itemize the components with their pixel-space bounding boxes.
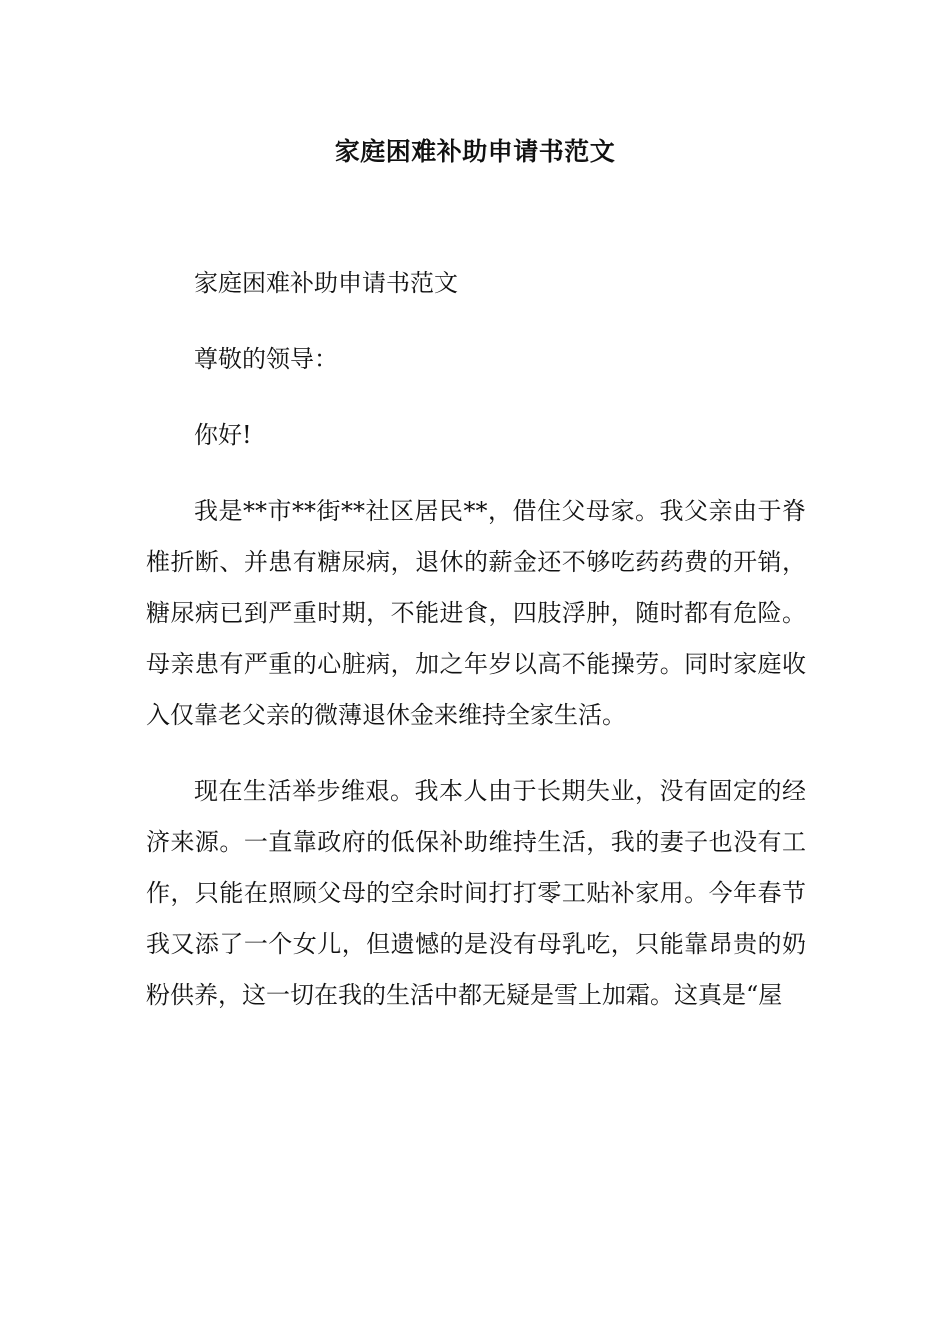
paragraph-heading: 家庭困难补助申请书范文 [194, 269, 458, 297]
document-body [146, 258, 806, 1046]
paragraph-family-situation: 我是**市**街**社区居民**，借住父母家。我父亲由于脊椎折断、并患有糖尿病，退休的薪金还不够吃药药费的开销，糖尿病已到严重时期，不能进食，四肢浮肿，随时都有危险。母亲患有严重的心脏病，加之年岁以高不能操劳。同时家庭收入仅靠老父亲的微薄退休金来维持全家生活。 [146, 497, 806, 729]
paragraph-salutation: 尊敬的领导： [194, 345, 338, 373]
paragraph-current-hardship: 现在生活举步维艰。我本人由于长期失业，没有固定的经济来源。一直靠政府的低保补助维持生活，我的妻子也没有工作，只能在照顾父母的空余时间打打零工贴补家用。今年春节我又添了一个女儿，但遗憾的是没有母乳吃，只能靠昂贵的奶粉供养，这一切在我的生活中都无疑是雪上加霜。这真是“屋 [146, 777, 806, 1009]
paragraph-greeting: 你好! [194, 421, 252, 449]
document-title: 家庭困难补助申请书范文 [334, 137, 616, 166]
